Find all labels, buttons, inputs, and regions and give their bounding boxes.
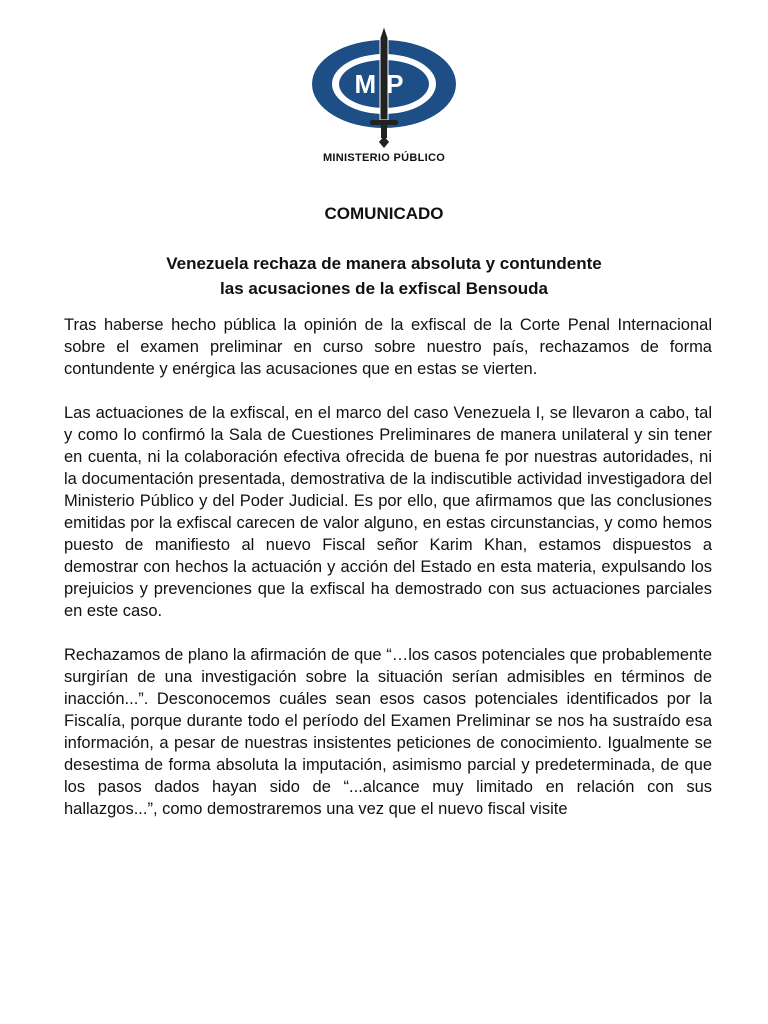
subtitle-line-2: las acusaciones de la exfiscal Bensouda [220, 279, 548, 298]
subtitle-line-1: Venezuela rechaza de manera absoluta y contundente [166, 254, 602, 273]
paragraph-1: Tras haberse hecho pública la opinión de la exfiscal de la Corte Penal Internacional sobre el examen preliminar en curso sobre nuestro país, rechazamos de forma contundente y enérgica las acusaciones que en estas se vierten. [64, 316, 712, 378]
document-heading: COMUNICADO [324, 204, 444, 223]
paragraph-3: Rechazamos de plano la afirmación de que “…los casos potenciales que probablemente surgirían de una investigación sobre la situación serían admisibles en términos de inacción...”. Desconocemos cuáles sean esos casos potenciales identificados por la Fiscalía, porque durante todo el período del Examen Preliminar se nos ha sustraído esa información, a pesar de nuestras insistentes peticiones de conocimiento. Igualmente se desestima de forma absoluta la imputación, asimismo parcial y predeterminada, de que los pasos dados hayan sido de “...alcance muy limitado en relación con sus hallazgos...”, como demostraremos una vez que el nuevo fiscal visite [64, 646, 712, 818]
mp-emblem-icon [300, 22, 468, 152]
paragraph-2: Las actuaciones de la exfiscal, en el marco del caso Venezuela I, se llevaron a cabo, tal y como lo confirmó la Sala de Cuestiones Preliminares de manera unilateral y sin tener en cuenta, ni la colaboración efectiva ofrecida de buena fe por nuestras autoridades, ni la documentación presentada, demostrativa de la indiscutible actividad investigadora del Ministerio Público y del Poder Judicial. Es por ello, que afirmamos que las conclusiones emitidas por la exfiscal carecen de valor alguno, en estas circunstancias, y como hemos puesto de manifiesto al nuevo Fiscal señor Karim Khan, estamos dispuestos a demostrar con hechos la actuación y acción del Estado en esta materia, expulsando los prejuicios y prevenciones que la exfiscal ha demostrado con sus actuaciones parciales en este caso. [64, 404, 712, 620]
document-subtitle [100, 251, 668, 301]
document-body [64, 314, 712, 820]
logo-initials: MP [354, 69, 414, 99]
logo-caption: MINISTERIO PÚBLICO [322, 152, 446, 164]
ministerio-publico-logo [0, 22, 768, 172]
